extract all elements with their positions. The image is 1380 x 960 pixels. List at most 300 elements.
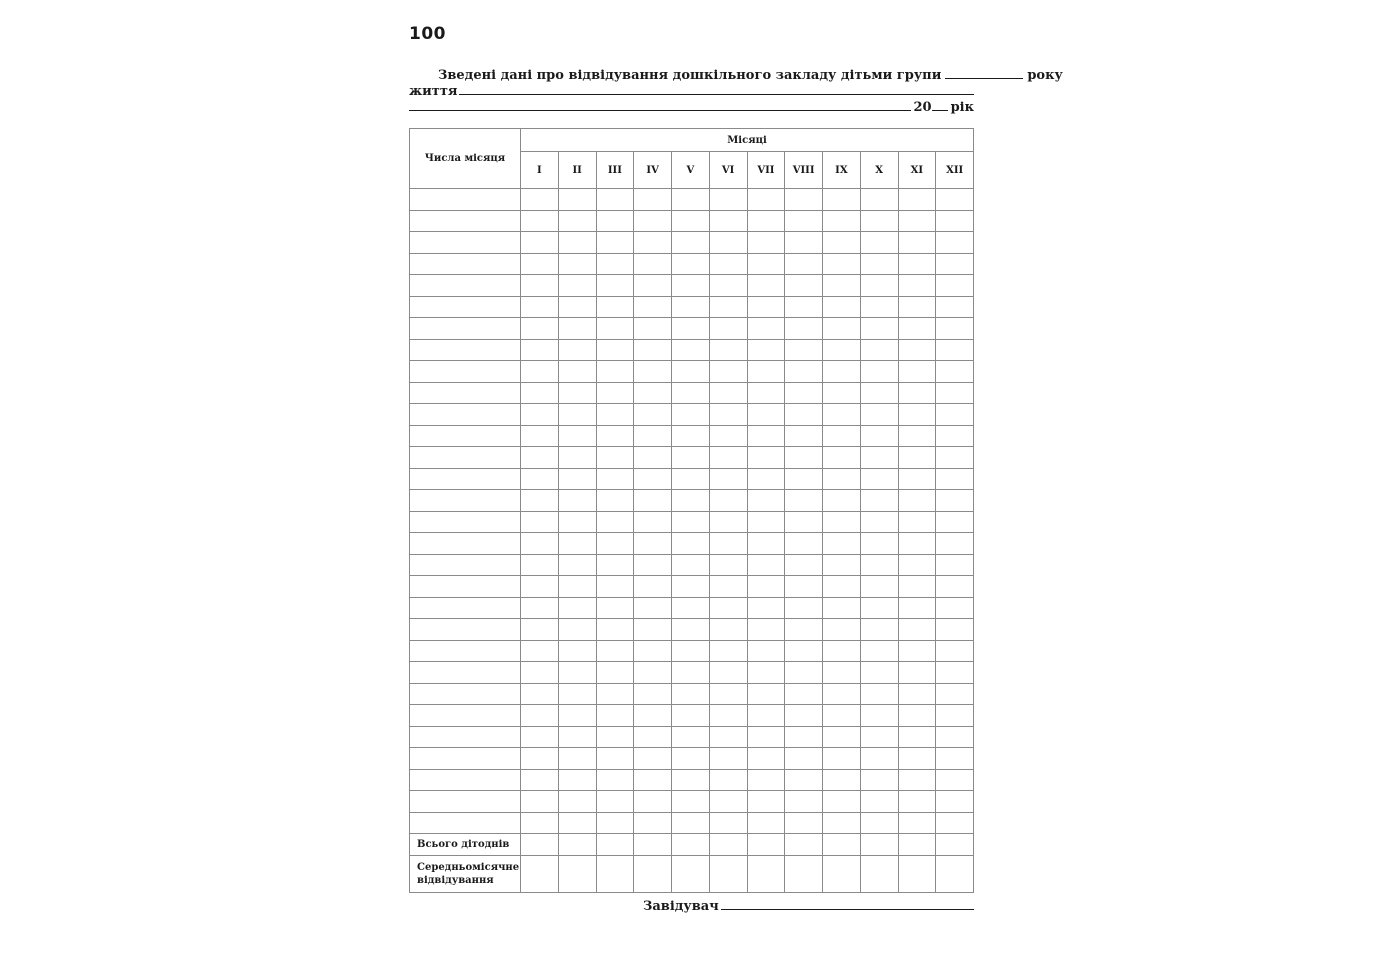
attendance-cell[interactable] <box>596 382 634 404</box>
attendance-cell[interactable] <box>709 683 747 705</box>
day-cell[interactable] <box>410 705 521 727</box>
attendance-cell[interactable] <box>898 619 936 641</box>
attendance-cell[interactable] <box>747 210 785 232</box>
attendance-cell[interactable] <box>634 812 672 834</box>
summary-cell[interactable] <box>558 834 596 856</box>
attendance-cell[interactable] <box>898 812 936 834</box>
attendance-cell[interactable] <box>747 232 785 254</box>
attendance-cell[interactable] <box>860 554 898 576</box>
summary-cell[interactable] <box>634 856 672 893</box>
attendance-cell[interactable] <box>672 275 710 297</box>
attendance-cell[interactable] <box>634 382 672 404</box>
attendance-cell[interactable] <box>785 576 823 598</box>
attendance-cell[interactable] <box>898 339 936 361</box>
attendance-cell[interactable] <box>672 576 710 598</box>
attendance-cell[interactable] <box>898 533 936 555</box>
attendance-cell[interactable] <box>860 511 898 533</box>
attendance-cell[interactable] <box>672 597 710 619</box>
summary-cell[interactable] <box>936 856 974 893</box>
attendance-cell[interactable] <box>860 296 898 318</box>
attendance-cell[interactable] <box>823 726 861 748</box>
attendance-cell[interactable] <box>823 253 861 275</box>
attendance-cell[interactable] <box>596 318 634 340</box>
attendance-cell[interactable] <box>860 726 898 748</box>
attendance-cell[interactable] <box>823 662 861 684</box>
attendance-cell[interactable] <box>936 619 974 641</box>
attendance-cell[interactable] <box>596 769 634 791</box>
attendance-cell[interactable] <box>936 683 974 705</box>
day-cell[interactable] <box>410 447 521 469</box>
attendance-cell[interactable] <box>596 232 634 254</box>
attendance-cell[interactable] <box>860 769 898 791</box>
attendance-cell[interactable] <box>672 769 710 791</box>
summary-cell[interactable] <box>558 856 596 893</box>
attendance-cell[interactable] <box>521 253 559 275</box>
attendance-cell[interactable] <box>747 318 785 340</box>
attendance-cell[interactable] <box>823 705 861 727</box>
attendance-cell[interactable] <box>936 748 974 770</box>
attendance-cell[interactable] <box>558 619 596 641</box>
attendance-cell[interactable] <box>521 812 559 834</box>
attendance-cell[interactable] <box>672 210 710 232</box>
attendance-cell[interactable] <box>521 404 559 426</box>
attendance-cell[interactable] <box>898 662 936 684</box>
attendance-cell[interactable] <box>596 404 634 426</box>
attendance-cell[interactable] <box>785 253 823 275</box>
attendance-cell[interactable] <box>634 511 672 533</box>
attendance-cell[interactable] <box>672 726 710 748</box>
attendance-cell[interactable] <box>747 812 785 834</box>
day-cell[interactable] <box>410 275 521 297</box>
attendance-cell[interactable] <box>521 296 559 318</box>
attendance-cell[interactable] <box>860 425 898 447</box>
attendance-cell[interactable] <box>558 232 596 254</box>
attendance-cell[interactable] <box>823 640 861 662</box>
day-cell[interactable] <box>410 490 521 512</box>
attendance-cell[interactable] <box>672 812 710 834</box>
attendance-cell[interactable] <box>558 511 596 533</box>
attendance-cell[interactable] <box>823 361 861 383</box>
attendance-cell[interactable] <box>936 769 974 791</box>
attendance-cell[interactable] <box>709 576 747 598</box>
attendance-cell[interactable] <box>785 189 823 211</box>
attendance-cell[interactable] <box>558 533 596 555</box>
summary-cell[interactable] <box>709 856 747 893</box>
attendance-cell[interactable] <box>634 748 672 770</box>
attendance-cell[interactable] <box>785 769 823 791</box>
attendance-cell[interactable] <box>709 748 747 770</box>
attendance-cell[interactable] <box>898 576 936 598</box>
attendance-cell[interactable] <box>521 447 559 469</box>
attendance-cell[interactable] <box>521 490 559 512</box>
attendance-cell[interactable] <box>709 253 747 275</box>
attendance-cell[interactable] <box>634 554 672 576</box>
period-blank-field[interactable] <box>409 98 911 111</box>
attendance-cell[interactable] <box>672 662 710 684</box>
attendance-cell[interactable] <box>823 511 861 533</box>
attendance-cell[interactable] <box>747 683 785 705</box>
day-cell[interactable] <box>410 189 521 211</box>
summary-cell[interactable] <box>672 856 710 893</box>
day-cell[interactable] <box>410 683 521 705</box>
attendance-cell[interactable] <box>936 382 974 404</box>
attendance-cell[interactable] <box>785 339 823 361</box>
summary-cell[interactable] <box>521 834 559 856</box>
attendance-cell[interactable] <box>936 705 974 727</box>
attendance-cell[interactable] <box>936 533 974 555</box>
attendance-cell[interactable] <box>709 318 747 340</box>
attendance-cell[interactable] <box>823 576 861 598</box>
attendance-cell[interactable] <box>747 468 785 490</box>
attendance-cell[interactable] <box>936 447 974 469</box>
attendance-cell[interactable] <box>709 275 747 297</box>
attendance-cell[interactable] <box>747 705 785 727</box>
day-cell[interactable] <box>410 726 521 748</box>
attendance-cell[interactable] <box>785 726 823 748</box>
attendance-cell[interactable] <box>672 554 710 576</box>
attendance-cell[interactable] <box>709 791 747 813</box>
summary-cell[interactable] <box>785 856 823 893</box>
attendance-cell[interactable] <box>558 425 596 447</box>
attendance-cell[interactable] <box>558 576 596 598</box>
attendance-cell[interactable] <box>521 275 559 297</box>
attendance-cell[interactable] <box>709 662 747 684</box>
day-cell[interactable] <box>410 361 521 383</box>
attendance-cell[interactable] <box>898 361 936 383</box>
attendance-cell[interactable] <box>709 597 747 619</box>
attendance-cell[interactable] <box>747 576 785 598</box>
attendance-cell[interactable] <box>936 468 974 490</box>
attendance-cell[interactable] <box>823 425 861 447</box>
attendance-cell[interactable] <box>521 232 559 254</box>
day-cell[interactable] <box>410 640 521 662</box>
attendance-cell[interactable] <box>860 640 898 662</box>
attendance-cell[interactable] <box>558 554 596 576</box>
summary-cell[interactable] <box>747 834 785 856</box>
group-blank-field[interactable] <box>945 66 1023 79</box>
attendance-cell[interactable] <box>672 748 710 770</box>
attendance-cell[interactable] <box>785 275 823 297</box>
attendance-cell[interactable] <box>634 705 672 727</box>
attendance-cell[interactable] <box>521 662 559 684</box>
attendance-cell[interactable] <box>936 726 974 748</box>
attendance-cell[interactable] <box>898 705 936 727</box>
attendance-cell[interactable] <box>709 361 747 383</box>
attendance-cell[interactable] <box>860 339 898 361</box>
attendance-cell[interactable] <box>898 253 936 275</box>
attendance-cell[interactable] <box>747 619 785 641</box>
attendance-cell[interactable] <box>709 425 747 447</box>
attendance-cell[interactable] <box>823 619 861 641</box>
attendance-cell[interactable] <box>860 253 898 275</box>
attendance-cell[interactable] <box>747 748 785 770</box>
attendance-cell[interactable] <box>823 275 861 297</box>
summary-cell[interactable] <box>672 834 710 856</box>
attendance-cell[interactable] <box>823 490 861 512</box>
attendance-cell[interactable] <box>898 189 936 211</box>
attendance-cell[interactable] <box>596 705 634 727</box>
attendance-cell[interactable] <box>785 683 823 705</box>
attendance-cell[interactable] <box>596 447 634 469</box>
attendance-cell[interactable] <box>823 318 861 340</box>
attendance-cell[interactable] <box>860 189 898 211</box>
attendance-cell[interactable] <box>936 662 974 684</box>
attendance-cell[interactable] <box>785 705 823 727</box>
attendance-cell[interactable] <box>596 619 634 641</box>
attendance-cell[interactable] <box>898 447 936 469</box>
attendance-cell[interactable] <box>785 468 823 490</box>
attendance-cell[interactable] <box>747 726 785 748</box>
attendance-cell[interactable] <box>558 253 596 275</box>
attendance-cell[interactable] <box>823 769 861 791</box>
attendance-cell[interactable] <box>709 769 747 791</box>
attendance-cell[interactable] <box>558 791 596 813</box>
attendance-cell[interactable] <box>785 511 823 533</box>
attendance-cell[interactable] <box>936 812 974 834</box>
attendance-cell[interactable] <box>634 232 672 254</box>
attendance-cell[interactable] <box>672 361 710 383</box>
summary-cell[interactable] <box>596 856 634 893</box>
summary-cell[interactable] <box>709 834 747 856</box>
attendance-cell[interactable] <box>936 339 974 361</box>
attendance-cell[interactable] <box>936 640 974 662</box>
attendance-cell[interactable] <box>785 748 823 770</box>
attendance-cell[interactable] <box>936 404 974 426</box>
attendance-cell[interactable] <box>634 253 672 275</box>
attendance-cell[interactable] <box>521 533 559 555</box>
attendance-cell[interactable] <box>596 189 634 211</box>
attendance-cell[interactable] <box>785 662 823 684</box>
attendance-cell[interactable] <box>747 361 785 383</box>
attendance-cell[interactable] <box>634 404 672 426</box>
attendance-cell[interactable] <box>785 404 823 426</box>
attendance-cell[interactable] <box>558 339 596 361</box>
attendance-cell[interactable] <box>936 232 974 254</box>
attendance-cell[interactable] <box>596 662 634 684</box>
attendance-cell[interactable] <box>521 339 559 361</box>
day-cell[interactable] <box>410 619 521 641</box>
attendance-cell[interactable] <box>898 468 936 490</box>
attendance-cell[interactable] <box>596 576 634 598</box>
attendance-cell[interactable] <box>634 662 672 684</box>
attendance-cell[interactable] <box>672 253 710 275</box>
attendance-cell[interactable] <box>747 425 785 447</box>
attendance-cell[interactable] <box>672 425 710 447</box>
attendance-cell[interactable] <box>747 339 785 361</box>
summary-cell[interactable] <box>860 856 898 893</box>
attendance-cell[interactable] <box>634 769 672 791</box>
attendance-cell[interactable] <box>558 275 596 297</box>
attendance-cell[interactable] <box>709 726 747 748</box>
day-cell[interactable] <box>410 597 521 619</box>
attendance-cell[interactable] <box>785 640 823 662</box>
summary-cell[interactable] <box>634 834 672 856</box>
attendance-cell[interactable] <box>936 189 974 211</box>
day-cell[interactable] <box>410 533 521 555</box>
attendance-cell[interactable] <box>634 296 672 318</box>
day-cell[interactable] <box>410 232 521 254</box>
attendance-cell[interactable] <box>709 490 747 512</box>
attendance-cell[interactable] <box>672 619 710 641</box>
attendance-cell[interactable] <box>785 619 823 641</box>
attendance-cell[interactable] <box>747 447 785 469</box>
attendance-cell[interactable] <box>672 232 710 254</box>
attendance-cell[interactable] <box>558 210 596 232</box>
attendance-cell[interactable] <box>936 253 974 275</box>
attendance-cell[interactable] <box>823 812 861 834</box>
attendance-cell[interactable] <box>596 748 634 770</box>
day-cell[interactable] <box>410 662 521 684</box>
attendance-cell[interactable] <box>634 640 672 662</box>
attendance-cell[interactable] <box>596 425 634 447</box>
attendance-cell[interactable] <box>558 404 596 426</box>
attendance-cell[interactable] <box>823 748 861 770</box>
attendance-cell[interactable] <box>709 382 747 404</box>
attendance-cell[interactable] <box>823 404 861 426</box>
attendance-cell[interactable] <box>558 705 596 727</box>
attendance-cell[interactable] <box>747 404 785 426</box>
day-cell[interactable] <box>410 791 521 813</box>
attendance-cell[interactable] <box>823 232 861 254</box>
day-cell[interactable] <box>410 511 521 533</box>
attendance-cell[interactable] <box>785 382 823 404</box>
attendance-cell[interactable] <box>747 511 785 533</box>
attendance-cell[interactable] <box>898 404 936 426</box>
attendance-cell[interactable] <box>634 468 672 490</box>
attendance-cell[interactable] <box>521 468 559 490</box>
attendance-cell[interactable] <box>521 597 559 619</box>
attendance-cell[interactable] <box>634 189 672 211</box>
attendance-cell[interactable] <box>898 511 936 533</box>
attendance-cell[interactable] <box>672 683 710 705</box>
attendance-cell[interactable] <box>785 210 823 232</box>
day-cell[interactable] <box>410 253 521 275</box>
attendance-cell[interactable] <box>596 296 634 318</box>
day-cell[interactable] <box>410 382 521 404</box>
attendance-cell[interactable] <box>785 597 823 619</box>
attendance-cell[interactable] <box>558 640 596 662</box>
attendance-cell[interactable] <box>521 619 559 641</box>
attendance-cell[interactable] <box>747 253 785 275</box>
attendance-cell[interactable] <box>785 533 823 555</box>
attendance-cell[interactable] <box>521 511 559 533</box>
attendance-cell[interactable] <box>521 210 559 232</box>
attendance-cell[interactable] <box>521 748 559 770</box>
signature-blank-field[interactable] <box>721 897 974 910</box>
day-cell[interactable] <box>410 468 521 490</box>
summary-cell[interactable] <box>596 834 634 856</box>
day-cell[interactable] <box>410 210 521 232</box>
attendance-cell[interactable] <box>709 210 747 232</box>
attendance-cell[interactable] <box>709 812 747 834</box>
attendance-cell[interactable] <box>898 554 936 576</box>
life-blank-field[interactable] <box>459 82 974 95</box>
attendance-cell[interactable] <box>936 425 974 447</box>
attendance-cell[interactable] <box>596 511 634 533</box>
summary-cell[interactable] <box>936 834 974 856</box>
summary-cell[interactable] <box>898 856 936 893</box>
attendance-cell[interactable] <box>823 597 861 619</box>
attendance-cell[interactable] <box>898 726 936 748</box>
attendance-cell[interactable] <box>860 468 898 490</box>
attendance-cell[interactable] <box>672 705 710 727</box>
attendance-cell[interactable] <box>558 468 596 490</box>
attendance-cell[interactable] <box>672 447 710 469</box>
attendance-cell[interactable] <box>936 361 974 383</box>
attendance-cell[interactable] <box>634 576 672 598</box>
attendance-cell[interactable] <box>860 275 898 297</box>
attendance-cell[interactable] <box>558 318 596 340</box>
attendance-cell[interactable] <box>898 791 936 813</box>
attendance-cell[interactable] <box>672 382 710 404</box>
attendance-cell[interactable] <box>596 275 634 297</box>
attendance-cell[interactable] <box>709 511 747 533</box>
attendance-cell[interactable] <box>898 296 936 318</box>
attendance-cell[interactable] <box>558 769 596 791</box>
attendance-cell[interactable] <box>860 361 898 383</box>
attendance-cell[interactable] <box>747 640 785 662</box>
attendance-cell[interactable] <box>898 490 936 512</box>
attendance-cell[interactable] <box>860 812 898 834</box>
attendance-cell[interactable] <box>634 619 672 641</box>
summary-cell[interactable] <box>747 856 785 893</box>
attendance-cell[interactable] <box>823 683 861 705</box>
attendance-cell[interactable] <box>672 296 710 318</box>
attendance-cell[interactable] <box>709 339 747 361</box>
attendance-cell[interactable] <box>747 769 785 791</box>
attendance-cell[interactable] <box>634 361 672 383</box>
attendance-cell[interactable] <box>709 404 747 426</box>
attendance-cell[interactable] <box>785 232 823 254</box>
attendance-cell[interactable] <box>860 318 898 340</box>
attendance-cell[interactable] <box>936 576 974 598</box>
attendance-cell[interactable] <box>823 447 861 469</box>
attendance-cell[interactable] <box>898 683 936 705</box>
day-cell[interactable] <box>410 576 521 598</box>
attendance-cell[interactable] <box>936 318 974 340</box>
attendance-cell[interactable] <box>860 382 898 404</box>
attendance-cell[interactable] <box>747 490 785 512</box>
attendance-cell[interactable] <box>709 468 747 490</box>
attendance-cell[interactable] <box>823 296 861 318</box>
attendance-cell[interactable] <box>521 705 559 727</box>
attendance-cell[interactable] <box>672 318 710 340</box>
day-cell[interactable] <box>410 318 521 340</box>
attendance-cell[interactable] <box>860 490 898 512</box>
attendance-cell[interactable] <box>521 683 559 705</box>
attendance-cell[interactable] <box>936 791 974 813</box>
attendance-cell[interactable] <box>860 404 898 426</box>
attendance-cell[interactable] <box>596 339 634 361</box>
attendance-cell[interactable] <box>558 447 596 469</box>
attendance-cell[interactable] <box>860 210 898 232</box>
day-cell[interactable] <box>410 296 521 318</box>
attendance-cell[interactable] <box>709 533 747 555</box>
attendance-cell[interactable] <box>898 232 936 254</box>
attendance-cell[interactable] <box>785 318 823 340</box>
attendance-cell[interactable] <box>823 533 861 555</box>
attendance-cell[interactable] <box>596 683 634 705</box>
attendance-cell[interactable] <box>936 296 974 318</box>
attendance-cell[interactable] <box>936 554 974 576</box>
day-cell[interactable] <box>410 748 521 770</box>
summary-cell[interactable] <box>521 856 559 893</box>
attendance-cell[interactable] <box>521 576 559 598</box>
attendance-cell[interactable] <box>558 361 596 383</box>
attendance-cell[interactable] <box>596 554 634 576</box>
attendance-cell[interactable] <box>747 189 785 211</box>
attendance-cell[interactable] <box>709 619 747 641</box>
